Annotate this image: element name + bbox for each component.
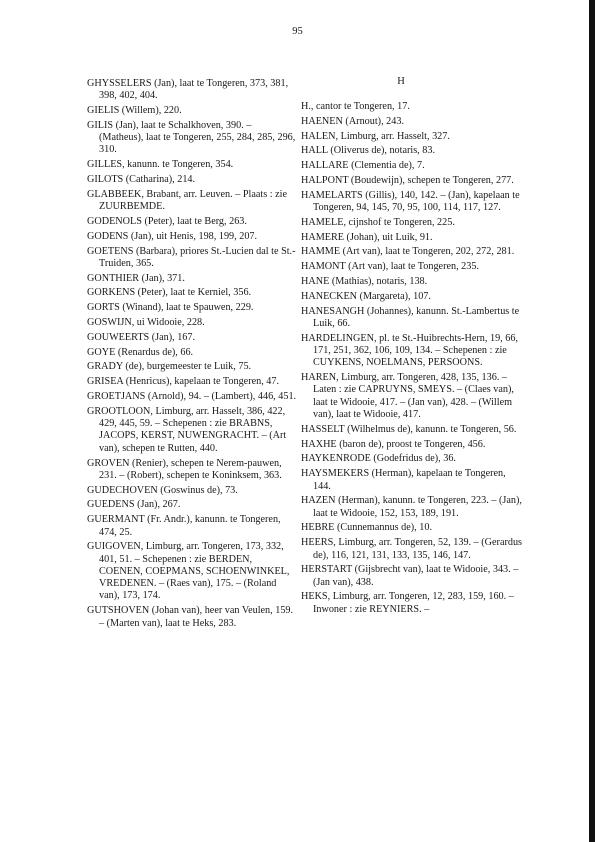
index-entry: GILIS (Jan), laat te Schalkhoven, 390. – (Matheus), laat te Tongeren, 255, 284, 285, 296, 310. bbox=[87, 119, 296, 156]
index-entry: HANE (Mathias), notaris, 138. bbox=[301, 276, 428, 288]
index-entry: HAMERE (Johan), uit Luik, 91. bbox=[301, 231, 433, 243]
index-entry: HERSTART (Gijsbrecht van), laat te Widooie, 343. – (Jan van), 438. bbox=[301, 564, 519, 588]
index-entry: H., cantor te Tongeren, 17. bbox=[301, 101, 410, 112]
index-entry: HEKS, Limburg, arr. Tongeren, 12, 283, 159, 160. – Inwoner : zie REYNIERS. – bbox=[301, 591, 514, 615]
index-entry: GORKENS (Peter), laat te Kerniel, 356. bbox=[87, 287, 252, 299]
index-entry: HAXHE (baron de), proost te Tongeren, 456. bbox=[301, 438, 486, 450]
index-entry: GUERMANT (Fr. Andr.), kanunn. te Tongeren, 474, 25. bbox=[87, 514, 281, 538]
index-entry: GUIGOVEN, Limburg, arr. Tongeren, 173, 332, 401, 51. – Schepenen : zie BERDEN, COENEN, COEPMANS, SCHOENWINKEL, VREDENEN. – (Raes van), 175. – (Roland van), 173, 174. bbox=[87, 541, 290, 602]
index-entry: GORTS (Winand), laat te Spauwen, 229. bbox=[87, 302, 254, 314]
index-entry: HANESANGH (Johannes), kanunn. St.-Lambertus te Luik, 66. bbox=[301, 305, 520, 329]
index-entry: HALL (Oliverus de), notaris, 83. bbox=[301, 145, 436, 157]
index-entry: HAREN, Limburg, arr. Tongeren, 428, 135, 136. – Laten : zie CAPRUYNS, SMEYS. – (Claes van), laat te Widooie, 417. – (Jan van), 428. – (Willem van), laat te Widooie, 417. bbox=[301, 372, 514, 421]
index-entry: GOUWEERTS (Jan), 167. bbox=[87, 331, 196, 343]
section-letter: H bbox=[397, 76, 405, 87]
index-entry: GROVEN (Renier), schepen te Nerem-pauwen, 231. – (Robert), schepen te Koninksem, 363. bbox=[87, 457, 282, 481]
index-entry: HANECKEN (Margareta), 107. bbox=[301, 290, 431, 302]
index-entry: GRADY (de), burgemeester te Luik, 75. bbox=[87, 361, 252, 373]
index-entry: HAMONT (Art van), laat te Tongeren, 235. bbox=[301, 261, 479, 273]
index-entry: HAMME (Art van), laat te Tongeren, 202, 272, 281. bbox=[301, 246, 515, 258]
index-entry: GUTSHOVEN (Johan van), heer van Veulen, 159. – (Marten van), laat te Heks, 283. bbox=[87, 605, 294, 629]
index-entry: GILLES, kanunn. te Tongeren, 354. bbox=[87, 159, 234, 171]
index-entry: GRISEA (Henricus), kapelaan te Tongeren, 47. bbox=[87, 376, 280, 388]
index-entry: GROETJANS (Arnold), 94. – (Lambert), 446, 451. bbox=[87, 391, 297, 403]
index-entry: GLABBEEK, Brabant, arr. Leuven. – Plaats : zie ZUURBEMDE. bbox=[87, 188, 288, 213]
index-entry: HASSELT (Wilhelmus de), kanunn. te Tongeren, 56. bbox=[301, 423, 517, 435]
index-entry: HALEN, Limburg, arr. Hasselt, 327. bbox=[301, 130, 450, 142]
index-entry: HAYSMEKERS (Herman), kapelaan te Tongeren, 144. bbox=[301, 468, 506, 492]
index-entry: GODENS (Jan), uit Henis, 198, 199, 207. bbox=[87, 230, 258, 242]
scan-binding-edge bbox=[589, 0, 595, 842]
index-entry: HAMELE, cijnshof te Tongeren, 225. bbox=[301, 216, 455, 228]
index-entry: HALPONT (Boudewijn), schepen te Tongeren, 277. bbox=[301, 174, 514, 186]
index-entry: HAZEN (Herman), kanunn. te Tongeren, 223. – (Jan), laat te Widooie, 152, 153, 189, 191. bbox=[301, 495, 522, 519]
index-entry: GUEDENS (Jan), 267. bbox=[87, 499, 181, 511]
index-entry: HAENEN (Arnout), 243. bbox=[301, 115, 404, 127]
index-entry: GHYSSELERS (Jan), laat te Tongeren, 373, 381, 398, 402, 404. bbox=[87, 78, 289, 102]
index-entry: HARDELINGEN, pl. te St.-Huibrechts-Hern, 19, 66, 171, 251, 362, 106, 109, 134. – Schepenen : zie CUYKENS, NOELMANS, PERSOONS. bbox=[301, 332, 519, 369]
index-entry: GROOTLOON, Limburg, arr. Hasselt, 386, 422, 429, 445, 59. – Schepenen : zie BRABNS, JACOPS, KERST, NUWENGRACHT. – (Art van), schepen te Rutten, 440. bbox=[87, 405, 287, 454]
index-entry: GODENOLS (Peter), laat te Berg, 263. bbox=[87, 215, 247, 227]
index-entry: GOYE (Renardus de), 66. bbox=[87, 346, 194, 358]
index-column-right bbox=[301, 101, 523, 618]
page-number: 95 bbox=[292, 26, 303, 37]
index-entry: GILOTS (Catharina), 214. bbox=[87, 174, 196, 186]
index-entry: HALLARE (Clementia de), 7. bbox=[301, 160, 425, 172]
index-entry: GOSWIJN, ui Widooie, 228. bbox=[87, 317, 205, 329]
index-entry: HAYKENRODE (Godefridus de), 36. bbox=[301, 453, 456, 465]
index-entry: HEBRE (Cunnemannus de), 10. bbox=[301, 522, 433, 534]
index-entry: GOETENS (Barbara), priores St.-Lucien dal te St.-Truiden, 365. bbox=[87, 245, 296, 269]
index-entry: HAMELARTS (Gillis), 140, 142. – (Jan), kapelaan te Tongeren, 94, 145, 70, 95, 100, 114, 117, 127. bbox=[301, 189, 520, 214]
index-entry: GONTHIER (Jan), 371. bbox=[87, 272, 185, 284]
index-entry: HEERS, Limburg, arr. Tongeren, 52, 139. – (Gerardus de), 116, 121, 131, 133, 135, 146, 147. bbox=[301, 537, 523, 561]
index-column-left bbox=[87, 78, 297, 632]
index-entry: GUDECHOVEN (Goswinus de), 73. bbox=[87, 484, 238, 496]
index-entry: GIELIS (Willem), 220. bbox=[87, 105, 182, 117]
